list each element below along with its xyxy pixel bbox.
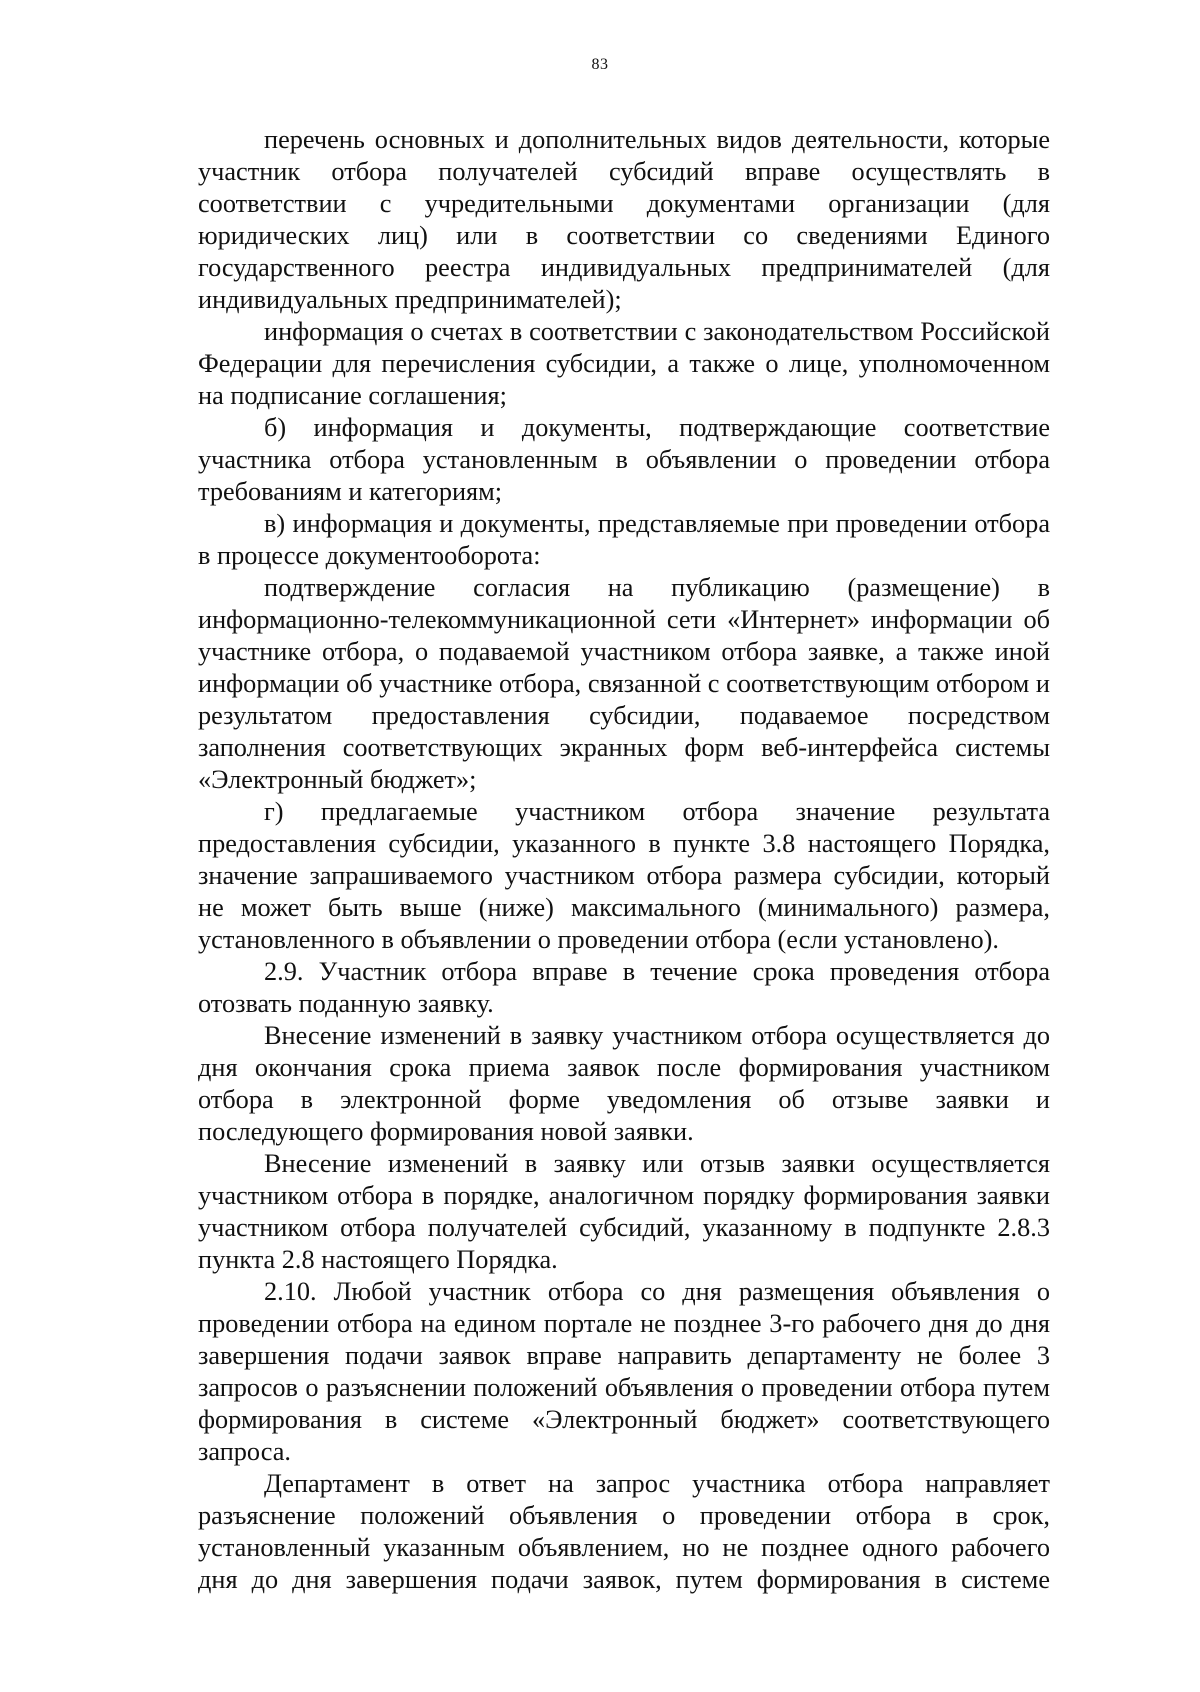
paragraph-bank-accounts: информация о счетах в соответствии с законодательством Российской Федерации для перечисления субсидии, а также о лице, уполномоченном на подписание соглашения; xyxy=(198,317,1050,410)
paragraph-item-b: б) информация и документы, подтверждающие соответствие участника отбора установленным в объявлении о проведении отбора требованиям и категориям; xyxy=(198,413,1050,506)
paragraph-changes-procedure: Внесение изменений в заявку или отзыв заявки осуществляется участником отбора в порядке, аналогичном порядку формирования заявки участником отбора получателей субсидий, указанному в подпункте 2.8.3 пункта 2.8 настоящего Порядка. xyxy=(198,1149,1050,1274)
paragraph-item-g: г) предлагаемые участником отбора значение результата предоставления субсидии, указанного в пункте 3.8 настоящего Порядка, значение запрашиваемого участником отбора размера субсидии, который не может быть выше (ниже) максимального (минимального) размера, установленного в объявлении о проведении отбора (если установлено). xyxy=(198,797,1050,954)
paragraph-publication-consent: подтверждение согласия на публикацию (размещение) в информационно-телекоммуникационной сети «Интернет» информации об участнике отбора, о подаваемой участником отбора заявке, а также иной информации об участнике отбора, связанной с соответствующим отбором и результатом предоставления субсидии, подаваемое посредством заполнения соответствующих экранных форм веб-интерфейса системы «Электронный бюджет»; xyxy=(198,573,1050,794)
paragraph-section-2-9: 2.9. Участник отбора вправе в течение срока проведения отбора отозвать поданную заявку. xyxy=(198,957,1050,1018)
paragraph-section-2-10: 2.10. Любой участник отбора со дня размещения объявления о проведении отбора на едином портале не позднее 3-го рабочего дня до дня завершения подачи заявок вправе направить департаменту не более 3 запросов о разъяснении положений объявления о проведении отбора путем формирования в системе «Электронный бюджет» соответствующего запроса. xyxy=(198,1277,1050,1466)
page-number: 83 xyxy=(591,56,609,73)
document-body xyxy=(198,124,1050,1596)
paragraph-activities-list: перечень основных и дополнительных видов деятельности, которые участник отбора получателей субсидий вправе осуществлять в соответствии с учредительными документами организации (для юридических лиц) или в соответствии со сведениями Единого государственного реестра индивидуальных предпринимателей (для индивидуальных предпринимателей); xyxy=(198,125,1050,314)
paragraph-department-response: Департамент в ответ на запрос участника отбора направляет разъяснение положений объявления о проведении отбора в срок, установленный указанным объявлением, но не позднее одного рабочего дня до дня завершения подачи заявок, путем формирования в системе xyxy=(198,1469,1050,1594)
paragraph-item-v: в) информация и документы, представляемые при проведении отбора в процессе документооборота: xyxy=(198,509,1050,570)
paragraph-changes-to-application: Внесение изменений в заявку участником отбора осуществляется до дня окончания срока приема заявок после формирования участником отбора в электронной форме уведомления об отзыве заявки и последующего формирования новой заявки. xyxy=(198,1021,1050,1146)
